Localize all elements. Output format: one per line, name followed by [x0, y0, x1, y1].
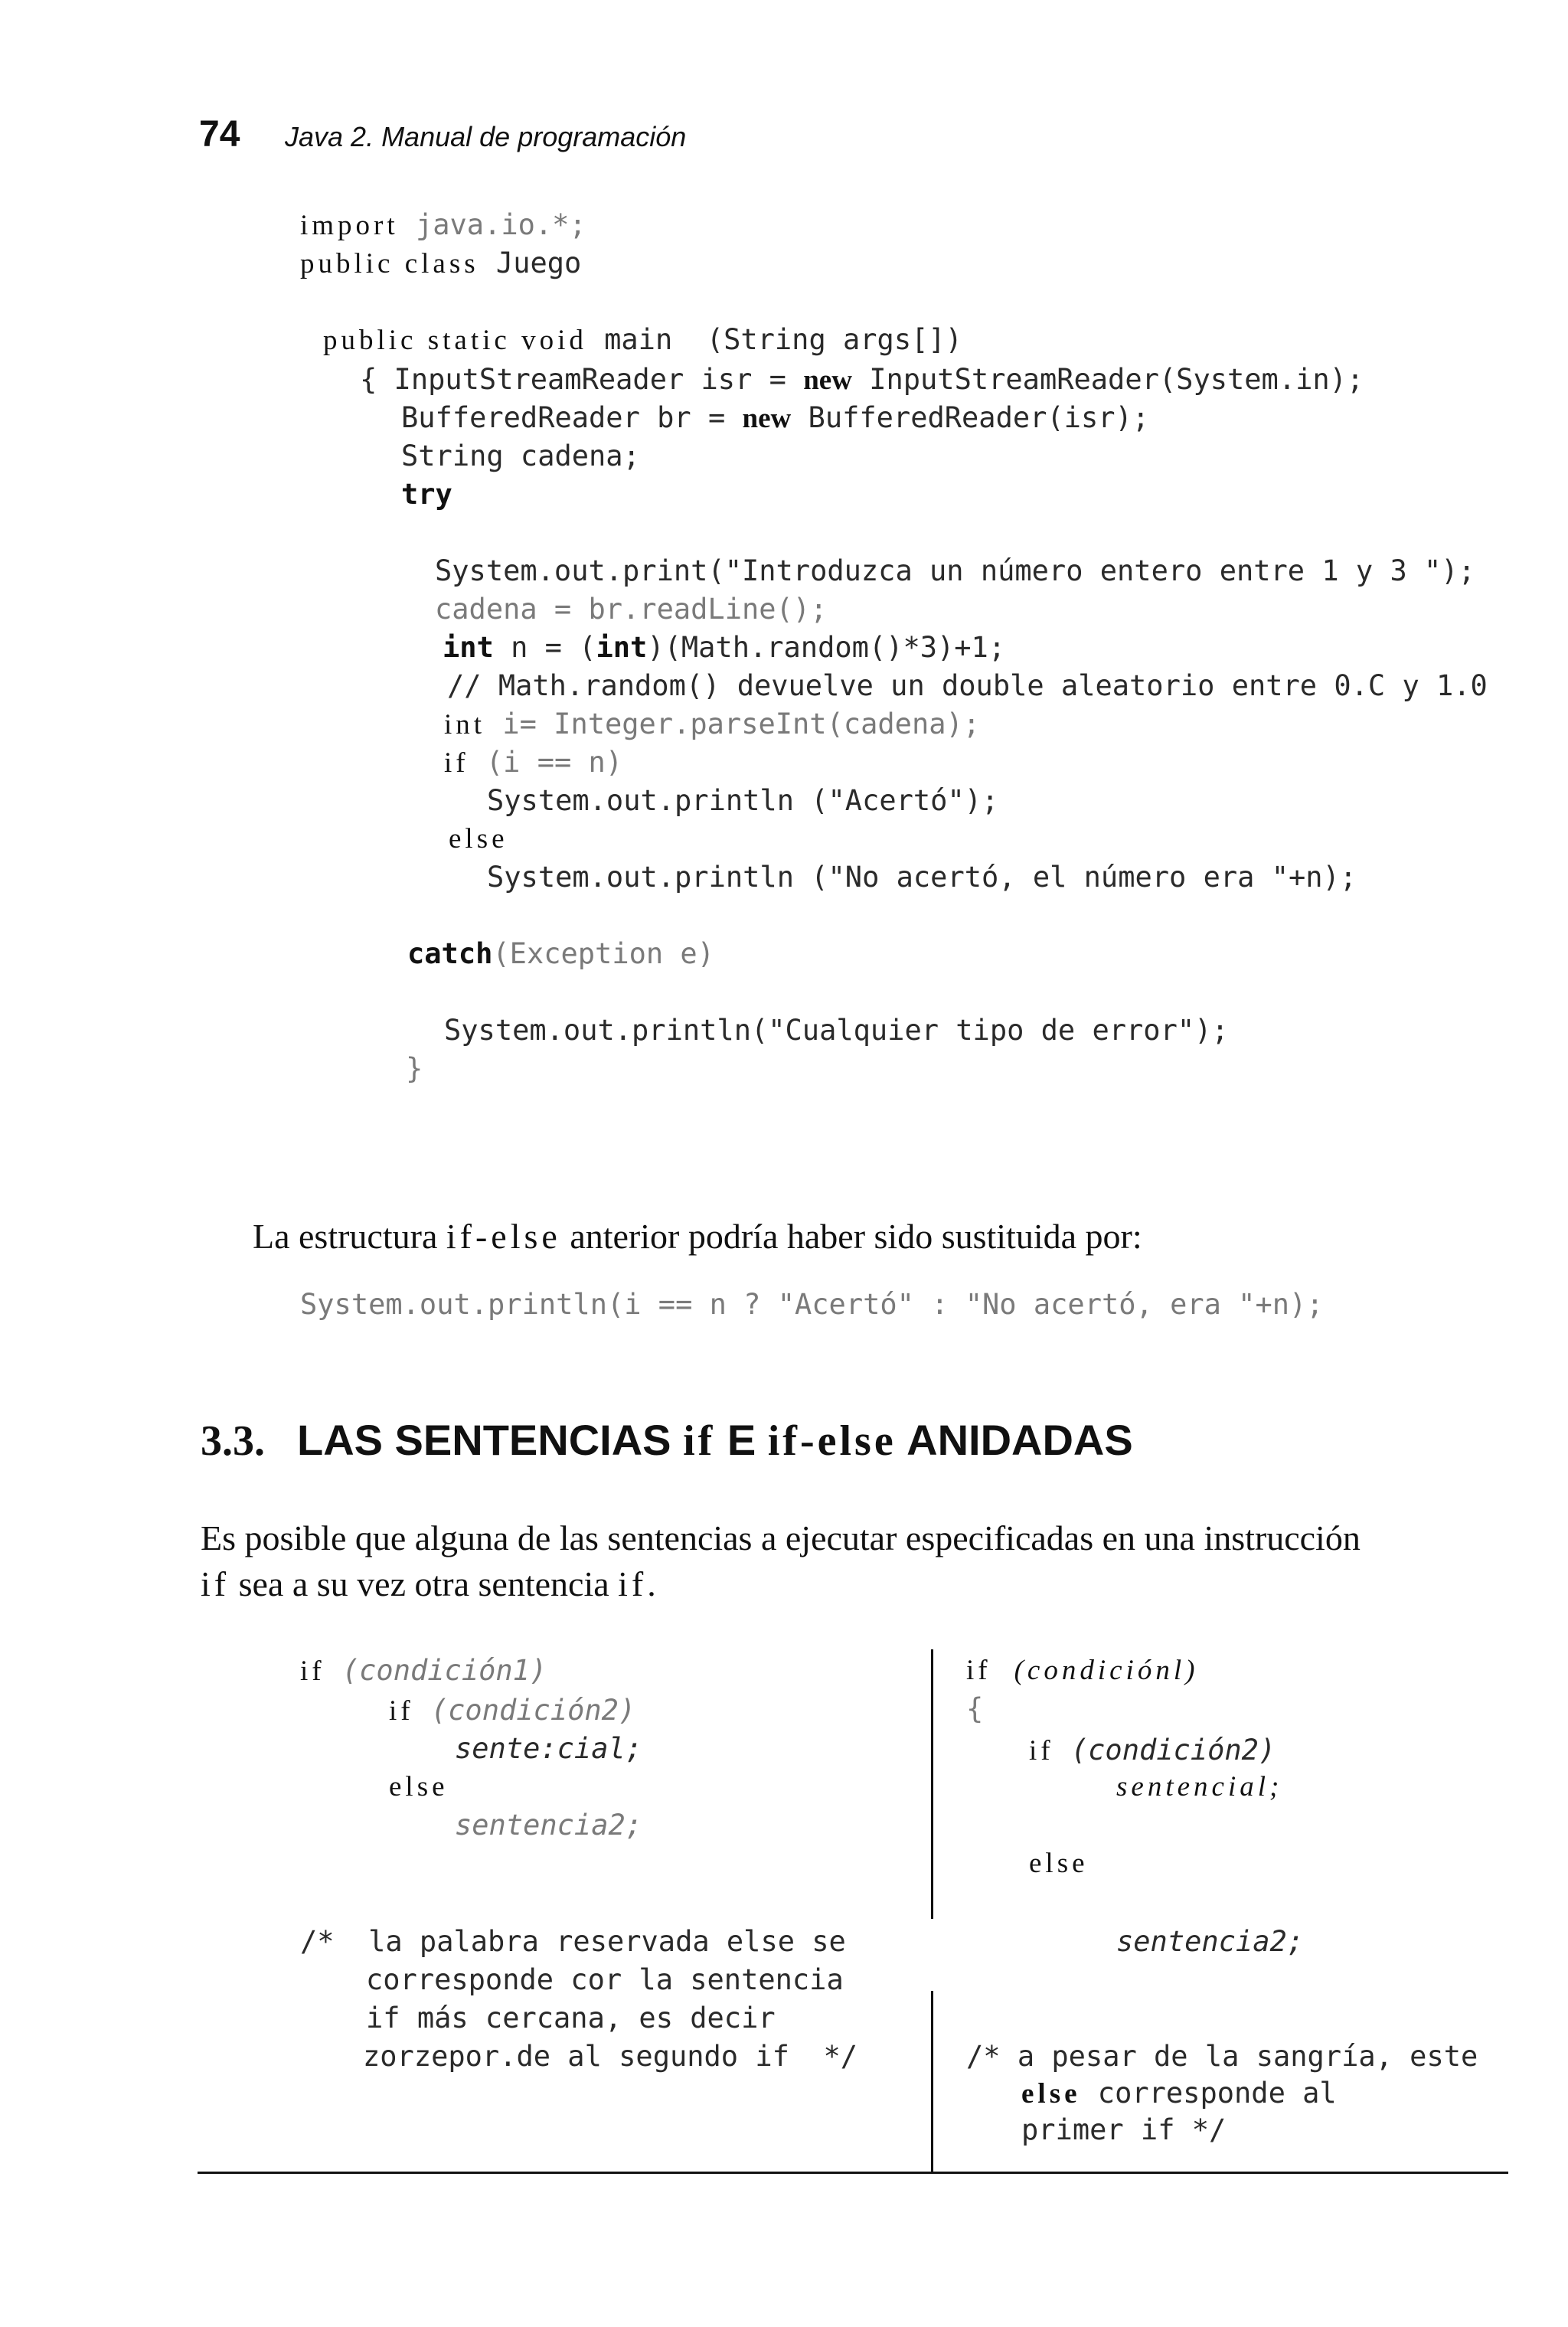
left-comment-line1: /* la palabra reservada else se [300, 1925, 846, 1958]
keyword-else: else [1021, 2078, 1081, 2110]
keyword-import: import [300, 210, 399, 241]
code-line-br [401, 401, 1149, 435]
condition: (condición2) [1054, 1734, 1276, 1766]
keyword-if: if [444, 747, 469, 779]
table-bottom-rule [198, 2172, 1508, 2174]
left-comment-line3: if más cercana, es decir [366, 2002, 776, 2034]
code-line-comment: // Math.random() devuelve un double aleatorio entre 0.C y 1.0 [447, 669, 1488, 702]
code-text: n = ( [493, 631, 596, 664]
inline-code-if: if [618, 1564, 648, 1603]
inline-code-if-else: if-else [446, 1217, 561, 1256]
column-divider-lower [931, 1991, 933, 2173]
keyword-new: new [742, 403, 792, 434]
inline-code-if: if [201, 1564, 230, 1603]
keyword-new: new [803, 364, 852, 396]
keyword-try: try [401, 478, 452, 511]
column-divider-upper [931, 1649, 933, 1919]
code-text: java.io.*; [398, 208, 586, 241]
heading-code-if: if [683, 1417, 716, 1465]
left-line-if [300, 1654, 547, 1688]
code-text: InputStreamReader(System.in); [851, 363, 1364, 396]
left-line-if2 [389, 1694, 635, 1727]
code-text: main (String args[]) [586, 323, 962, 356]
right-line-sentencia1: sentencial; [1116, 1771, 1283, 1802]
code-text: (i == n) [469, 746, 623, 779]
keyword-int: int [444, 709, 486, 740]
right-comment-line2 [1021, 2077, 1337, 2110]
heading-text: LAS SENTENCIAS [297, 1416, 684, 1464]
code-line-random [443, 631, 1005, 664]
code-line-noacerto: System.out.println ("No acertó, el número era "+n); [487, 861, 1357, 894]
keyword-if: if [966, 1655, 991, 1686]
keyword-public-class: public class [300, 248, 479, 279]
left-line-sentencia1: sente:cial; [455, 1732, 643, 1765]
code-line-parse [444, 708, 980, 741]
keyword-if: if [1029, 1735, 1054, 1766]
left-line-sentencia2: sentencia2; [455, 1809, 643, 1842]
paragraph-text: anterior podría haber sido sustituida por: [560, 1217, 1142, 1256]
code-line-isr [360, 363, 1364, 397]
paragraph-text: . [647, 1564, 656, 1603]
code-text: { InputStreamReader isr = [360, 363, 804, 396]
keyword-else: else [1029, 1848, 1089, 1879]
code-line-close-brace: } [406, 1052, 423, 1085]
code-line-ternary: System.out.println(i == n ? "Acertó" : "No acertó, era "+n); [300, 1288, 1324, 1321]
right-line-if2 [1029, 1734, 1276, 1767]
keyword-catch: catch [407, 937, 493, 970]
condition: (condición2) [413, 1694, 636, 1727]
keyword-int: int [443, 631, 494, 664]
running-header: Java 2. Manual de programación [285, 121, 687, 152]
code-line-print: System.out.print("Introduzca un número entero entre 1 y 3 "); [435, 554, 1475, 587]
paragraph-text: La estructura [253, 1217, 446, 1256]
condition: (condición1) [325, 1654, 547, 1687]
code-line-cadena: String cadena; [401, 440, 640, 472]
code-line-main [323, 323, 962, 357]
code-line-if [444, 746, 622, 779]
heading-code-if-else: if-else [767, 1417, 897, 1465]
right-line-if [966, 1654, 1198, 1687]
paragraph-if-else-alternative [253, 1216, 1142, 1257]
code-text: (Exception e) [492, 937, 714, 970]
paragraph-nested-if-line1: Es posible que alguna de las sentencias a ejecutar especificadas en una instrucción [201, 1518, 1361, 1557]
left-comment-line4: zorzepor.de al segundo if */ [363, 2040, 858, 2073]
left-comment-line2: corresponde cor la sentencia [366, 1963, 844, 1996]
code-line-readline: cadena = br.readLine(); [435, 593, 828, 626]
keyword-public-static-void: public static void [323, 325, 587, 356]
keyword-else: else [389, 1771, 449, 1802]
code-text: BufferedReader(isr); [791, 401, 1150, 434]
code-line-acerto: System.out.println ("Acertó"); [487, 784, 999, 817]
code-text: i= Integer.parseInt(cadena); [485, 708, 981, 740]
paragraph-text: sea a su vez otra sentencia [230, 1564, 619, 1603]
keyword-if: if [389, 1695, 414, 1727]
section-number: 3.3. [201, 1417, 265, 1465]
right-comment-line1: /* a pesar de la sangría, este [966, 2040, 1478, 2073]
code-line-error: System.out.println("Cualquier tipo de error"); [444, 1014, 1229, 1047]
class-name: Juego [479, 247, 582, 279]
right-line-sentencia2: sentencia2; [1116, 1925, 1305, 1958]
page-number: 74 [199, 114, 240, 155]
code-line-catch [407, 937, 714, 970]
code-line-class [300, 247, 581, 280]
right-open-brace: { [966, 1692, 984, 1725]
section-heading [201, 1415, 1133, 1466]
heading-text: ANIDADAS [896, 1416, 1133, 1464]
paragraph-nested-if-line2 [201, 1564, 656, 1604]
comment-text: corresponde al [1080, 2077, 1337, 2110]
code-line-import [300, 208, 586, 242]
keyword-if: if [300, 1655, 325, 1687]
keyword-int: int [596, 631, 648, 664]
right-comment-line3: primer if */ [1021, 2113, 1227, 2146]
keyword-else: else [449, 823, 508, 855]
code-text: )(Math.random()*3)+1; [647, 631, 1006, 664]
code-text: BufferedReader br = [401, 401, 743, 434]
condition: (condiciónl) [1014, 1655, 1199, 1686]
heading-text: E [715, 1416, 768, 1464]
